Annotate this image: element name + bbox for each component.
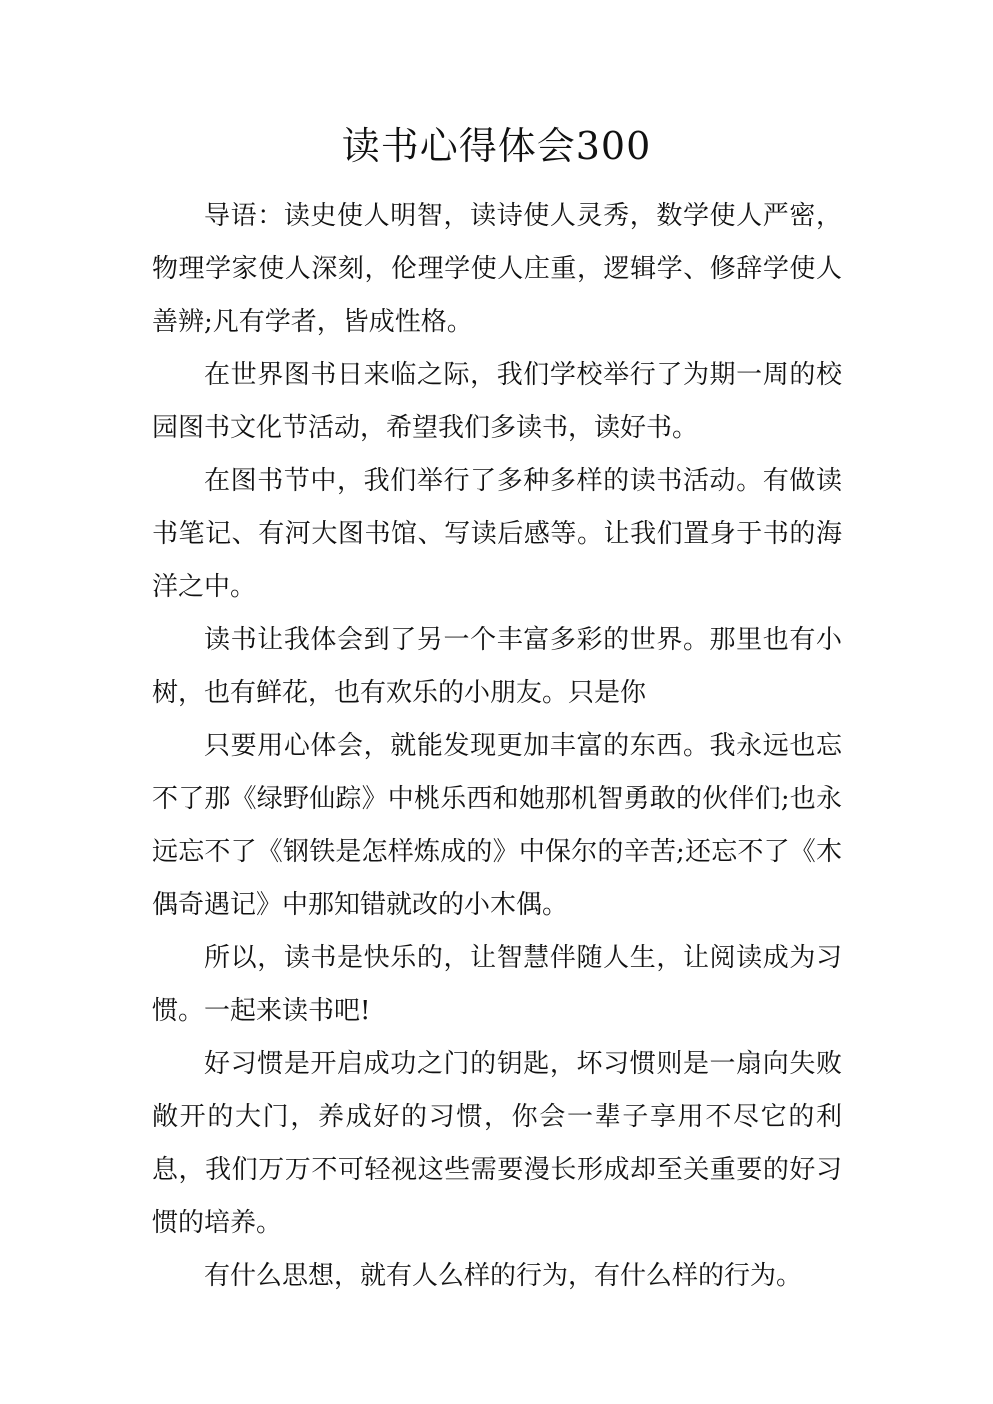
paragraph: 好习惯是开启成功之门的钥匙，坏习惯则是一扇向失败敞开的大门，养成好的习惯，你会一辈子享用不尽它的利息，我们万万不可轻视这些需要漫长形成却至关重要的好习惯的培养。: [152, 1049, 842, 1238]
paragraph: 在世界图书日来临之际，我们学校举行了为期一周的校园图书文化节活动，希望我们多读书，读好书。: [152, 360, 842, 443]
document-title: 读书心得体会300: [341, 124, 652, 168]
paragraph: 有什么思想，就有人么样的行为，有什么样的行为。: [204, 1261, 803, 1291]
paragraph: 只要用心体会，就能发现更加丰富的东西。我永远也忘不了那《绿野仙踪》中桃乐西和她那机智勇敢的伙伴们;也永远忘不了《钢铁是怎样炼成的》中保尔的辛苦;还忘不了《木偶奇遇记》中那知错就改的小木偶。: [152, 731, 842, 920]
document-body: [152, 190, 842, 1303]
paragraph: 读书让我体会到了另一个丰富多彩的世界。那里也有小树，也有鲜花，也有欢乐的小朋友。只是你: [152, 625, 842, 708]
paragraph: 在图书节中，我们举行了多种多样的读书活动。有做读书笔记、有河大图书馆、写读后感等。让我们置身于书的海洋之中。: [152, 466, 842, 602]
paragraph: 所以，读书是快乐的，让智慧伴随人生，让阅读成为习惯。一起来读书吧!: [152, 943, 842, 1026]
paragraph-intro: 导语：读史使人明智，读诗使人灵秀，数学使人严密，物理学家使人深刻，伦理学使人庄重，逻辑学、修辞学使人善辨;凡有学者，皆成性格。: [152, 201, 842, 337]
